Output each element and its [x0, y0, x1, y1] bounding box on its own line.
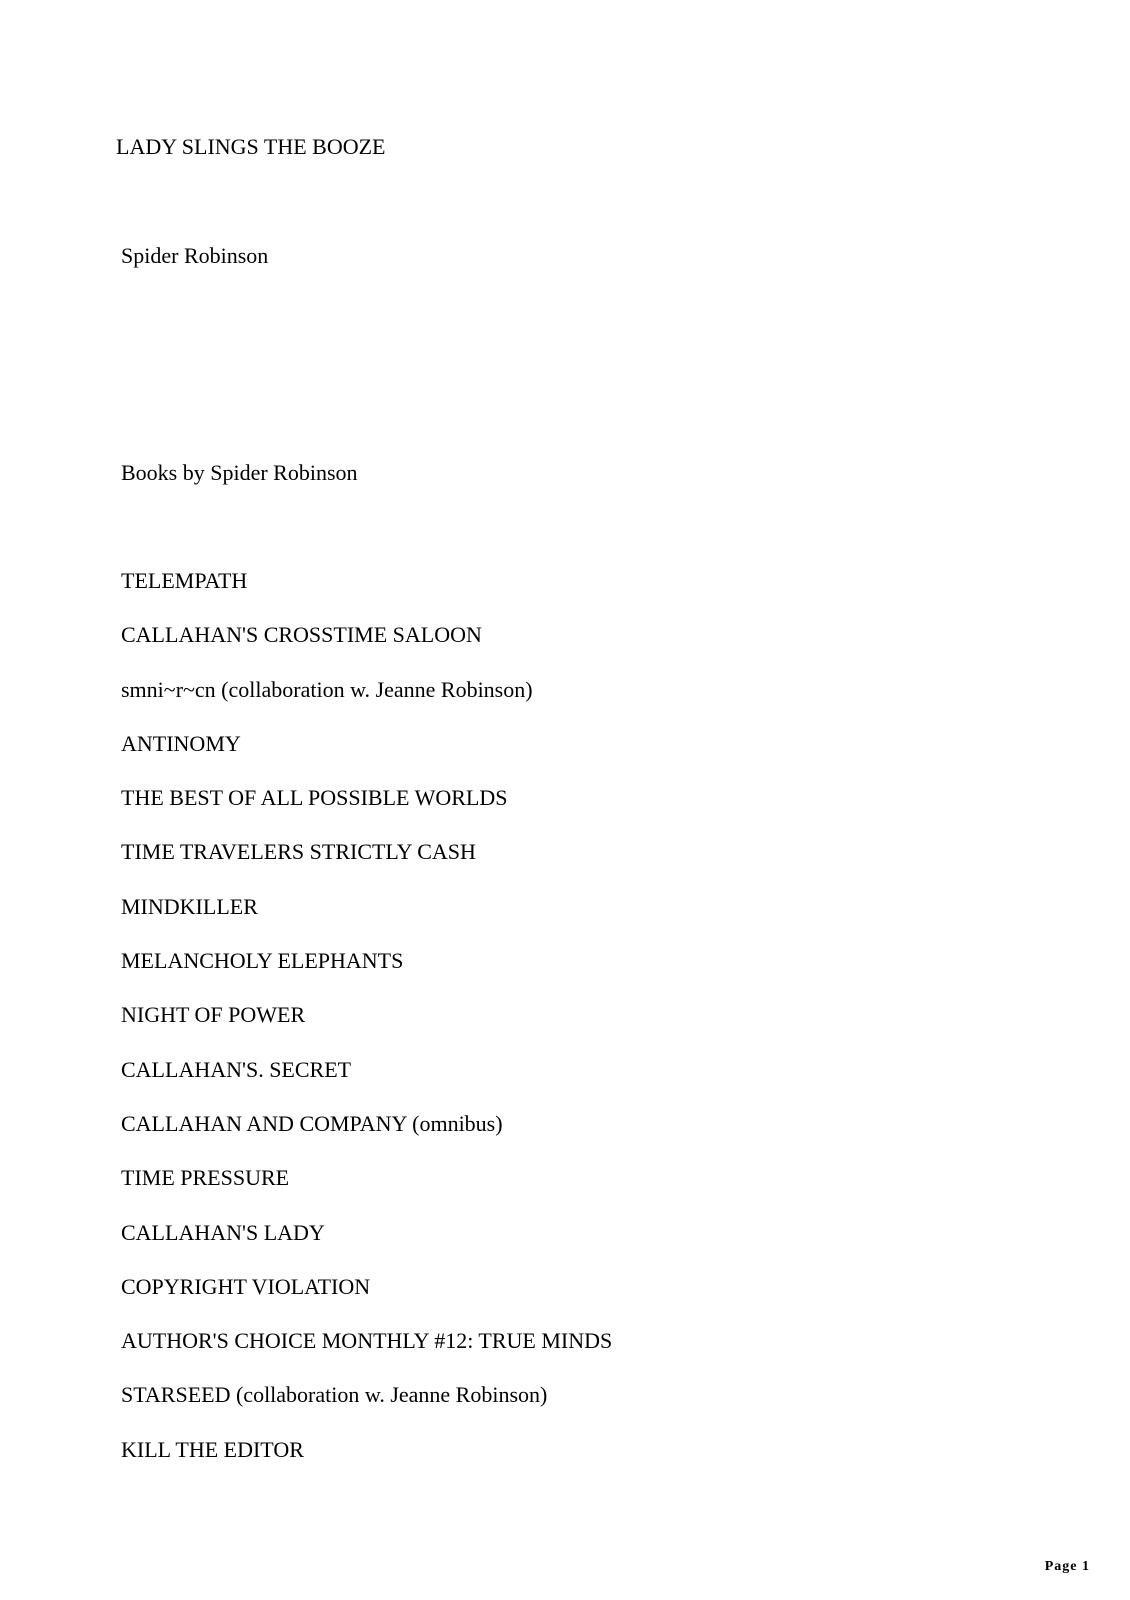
book-title: STARSEED (collaboration w. Jeanne Robinson)	[121, 1382, 548, 1408]
book-title: TIME PRESSURE	[121, 1165, 290, 1191]
document-author: Spider Robinson	[121, 243, 269, 268]
books-heading: Books by Spider Robinson	[121, 460, 358, 485]
book-title: ANTINOMY	[121, 730, 241, 756]
book-title: MINDKILLER	[121, 893, 258, 919]
page-number: Page 1	[1044, 1559, 1090, 1574]
book-title: THE BEST OF ALL POSSIBLE WORLDS	[121, 785, 508, 811]
book-title: MELANCHOLY ELEPHANTS	[121, 948, 404, 974]
book-title: CALLAHAN AND COMPANY (omnibus)	[121, 1110, 503, 1136]
book-title: TIME TRAVELERS STRICTLY CASH	[121, 839, 476, 865]
book-title: smni~r~cn (collaboration w. Jeanne Robinson)	[121, 676, 533, 702]
book-title: KILL THE EDITOR	[121, 1436, 304, 1462]
book-title: CALLAHAN'S. SECRET	[121, 1056, 352, 1082]
book-title: NIGHT OF POWER	[121, 1002, 306, 1028]
book-title: TELEMPATH	[121, 568, 248, 593]
book-title: CALLAHAN'S LADY	[121, 1219, 325, 1245]
book-title: COPYRIGHT VIOLATION	[121, 1273, 371, 1299]
document-title: LADY SLINGS THE BOOZE	[116, 134, 386, 159]
book-title: CALLAHAN'S CROSSTIME SALOON	[121, 622, 482, 648]
book-title: AUTHOR'S CHOICE MONTHLY #12: TRUE MINDS	[121, 1328, 613, 1354]
book-list	[121, 568, 612, 1491]
